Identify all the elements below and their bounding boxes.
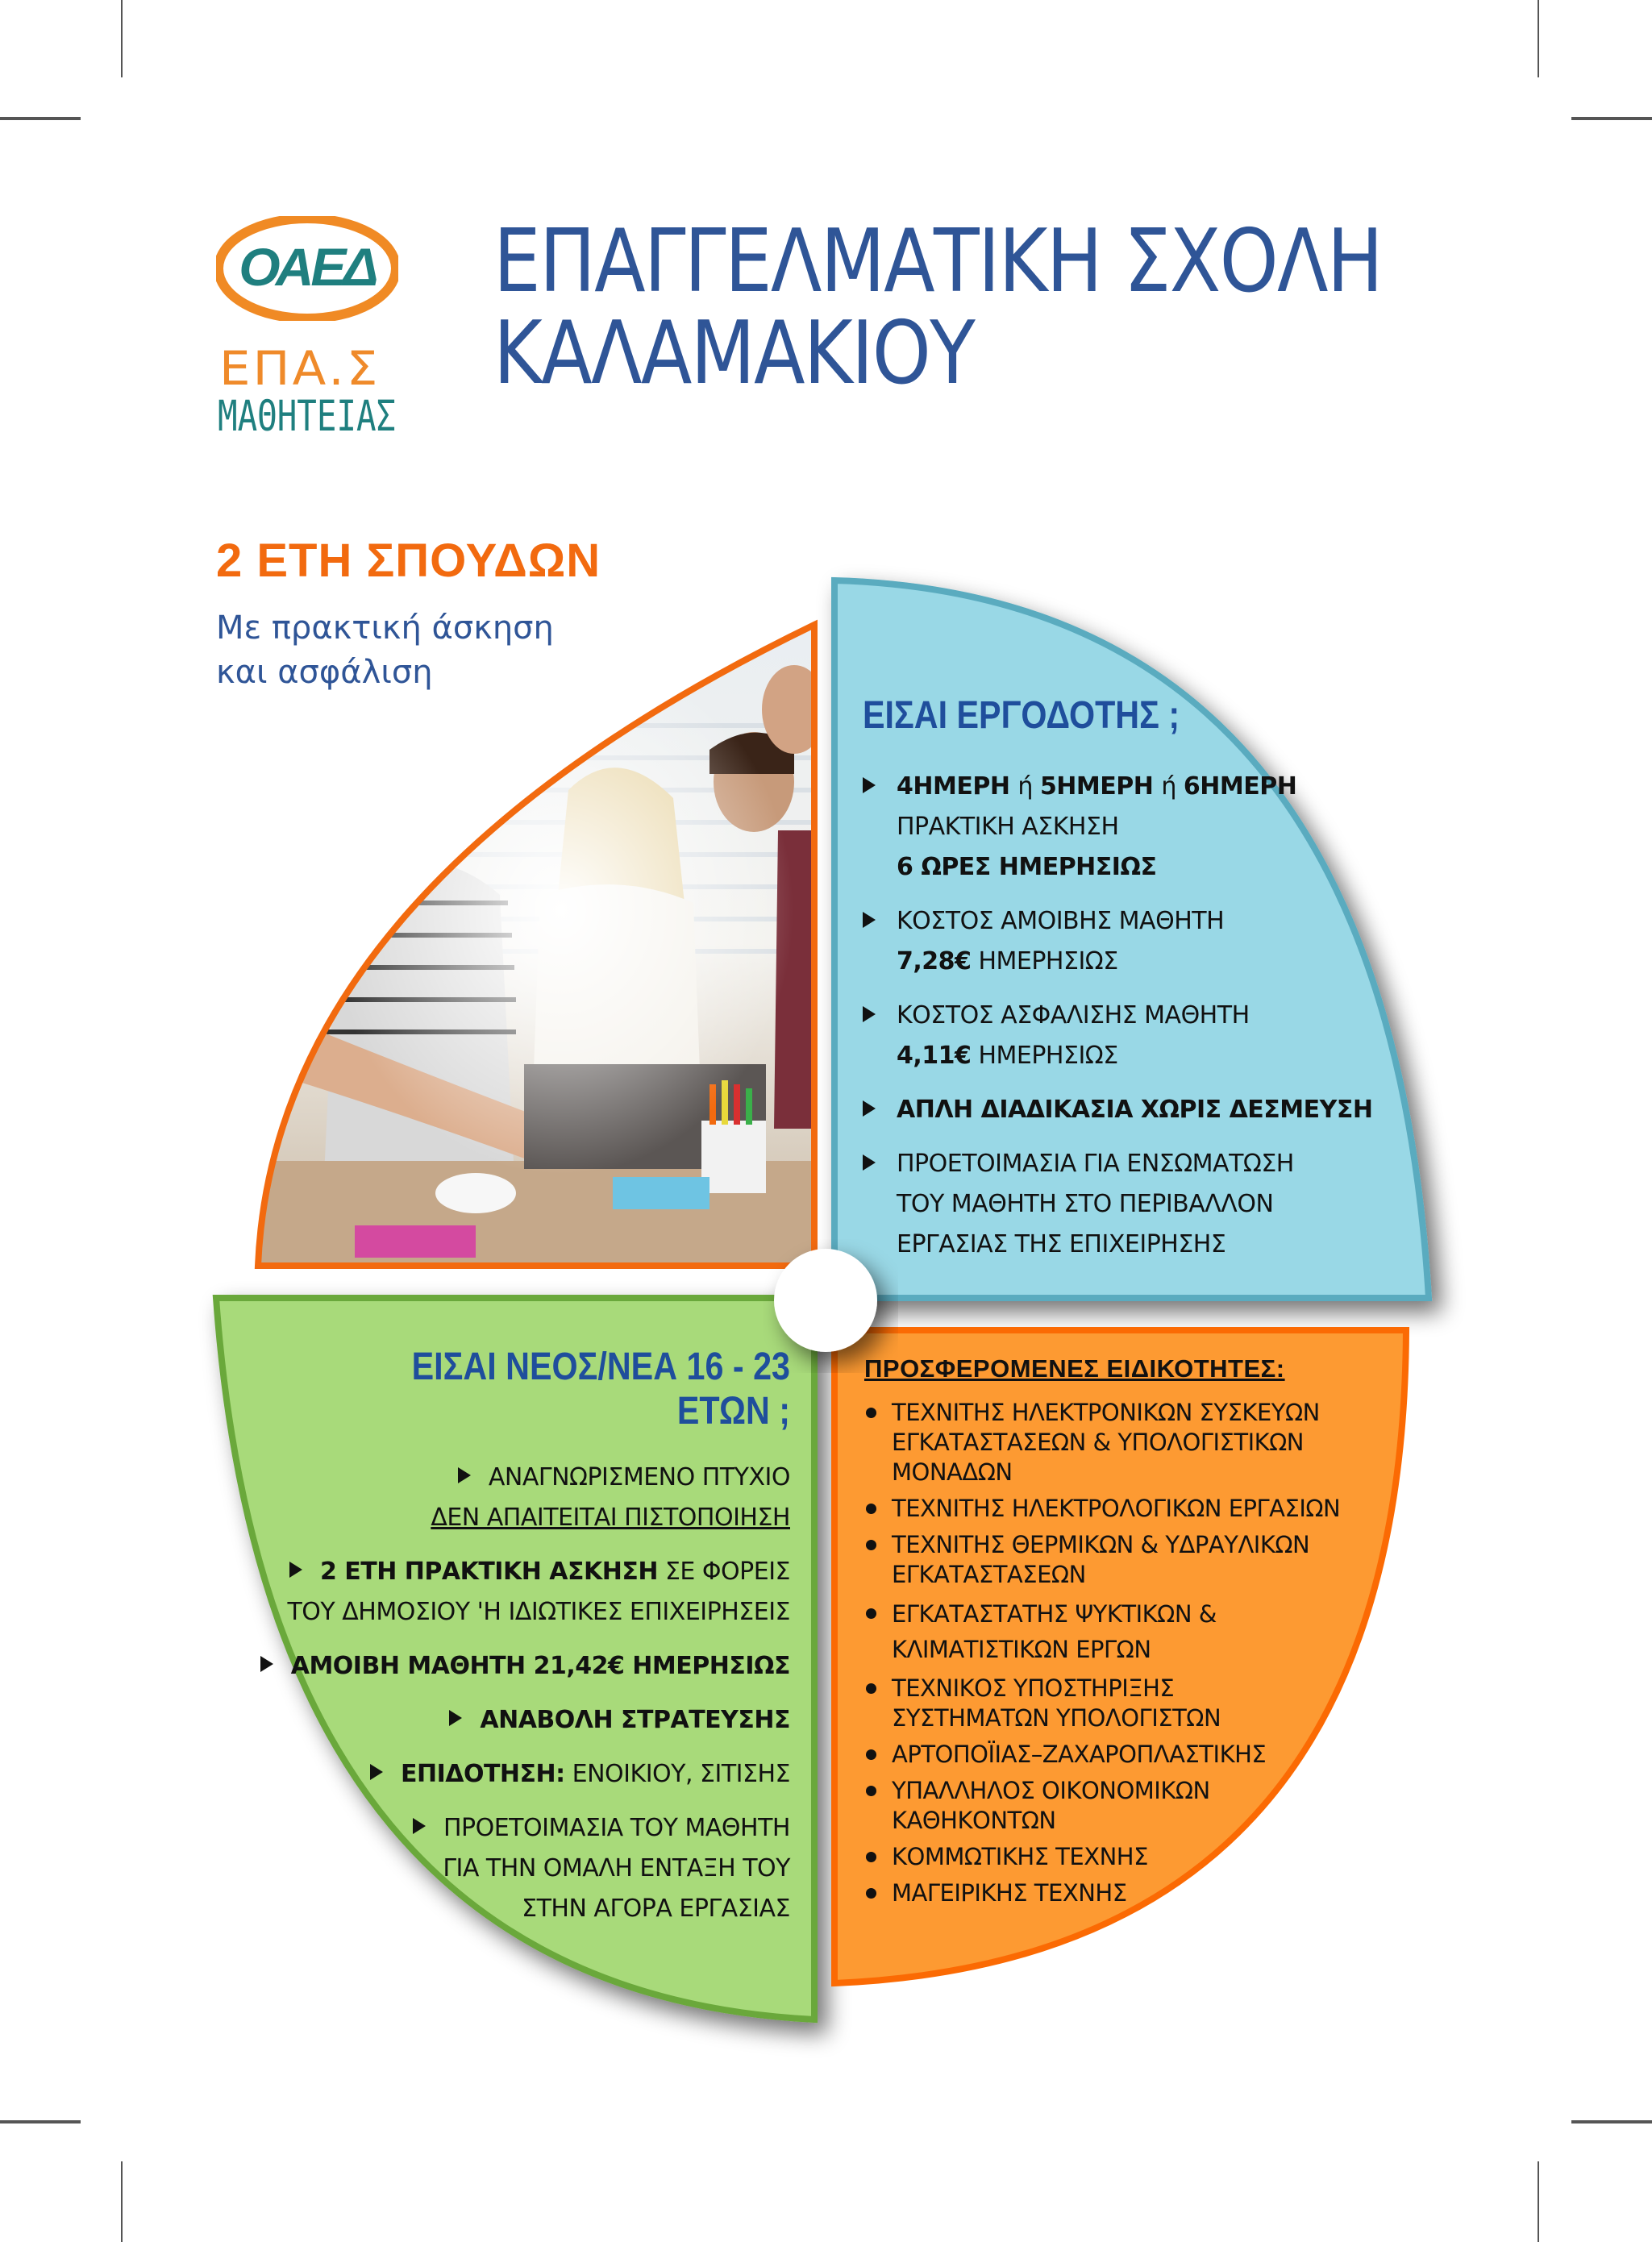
specialty-line: ΤΕΧΝΙΤΗΣ ΘΕΡΜΙΚΩΝ & ΥΔΡΑΥΛΙΚΩΝ <box>892 1531 1310 1558</box>
tagline-line-2: και ασφάλιση <box>216 654 433 691</box>
text-bold: 6ΗΜΕΡΗ <box>1183 772 1297 801</box>
text-bold: 2 ΕΤΗ ΠΡΑΚΤΙΚΗ ΑΣΚΗΣΗ <box>319 1558 658 1586</box>
bullet-dot-icon <box>866 1852 876 1862</box>
specialty-item <box>864 1530 1380 1590</box>
employer-item-line: ΚΟΣΤΟΣ ΑΣΦΑΛΙΣΗΣ ΜΑΘΗΤΗ <box>897 1001 1250 1029</box>
bullet-dot-icon <box>866 1786 876 1796</box>
employer-item <box>863 996 1427 1076</box>
text-bold: ΑΝΑΒΟΛΗ ΣΤΡΑΤΕΥΣΗΣ <box>480 1706 790 1734</box>
employer-item <box>863 1144 1427 1265</box>
employer-item-line: ΠΡΟΕΤΟΙΜΑΣΙΑ ΓΙΑ ΕΝΣΩΜΑΤΩΣΗ <box>897 1150 1294 1178</box>
title-line-2: ΚΑΛΑΜΑΚΙΟΥ <box>493 303 975 404</box>
specialty-line: ΕΓΚΑΤΑΣΤΑΤΗΣ ΨΥΚΤΙΚΩΝ & <box>892 1600 1217 1628</box>
specialty-item <box>864 1494 1380 1524</box>
youth-section <box>242 1345 790 1943</box>
specialty-item <box>864 1842 1380 1872</box>
bullet-dot-icon <box>866 1749 876 1760</box>
bullet-dot-icon <box>866 1540 876 1550</box>
youth-item-line: ΤΟΥ ΔΗΜΟΣΙΟΥ 'Η ΙΔΙΩΤΙΚΕΣ ΕΠΙΧΕΙΡΗΣΕΙΣ <box>287 1598 790 1626</box>
bullet-dot-icon <box>866 1504 876 1514</box>
youth-item <box>242 1808 790 1929</box>
logo-mathiteias-text: ΜΑΘΗΤΕΙΑΣ <box>218 391 397 442</box>
youth-item <box>242 1754 790 1795</box>
youth-item-line <box>242 1458 790 1498</box>
text-normal: ΣΕ ΦΟΡΕΙΣ <box>657 1558 790 1586</box>
text-normal: ΗΜΕΡΗΣΙΩΣ <box>971 947 1118 975</box>
specialty-line: ΑΡΤΟΠΟΪΙΑΣ–ΖΑΧΑΡΟΠΛΑΣΤΙΚΗΣ <box>892 1741 1267 1768</box>
specialty-line: ΚΟΜΜΩΤΙΚΗΣ ΤΕΧΝΗΣ <box>892 1843 1148 1870</box>
bullet-triangle-icon <box>289 1562 302 1578</box>
employer-item <box>863 767 1427 888</box>
text-normal: ή <box>1161 772 1184 801</box>
employer-item-line <box>897 1036 1427 1076</box>
bullet-dot-icon <box>866 1408 876 1418</box>
specialty-line: ΤΕΧΝΙΤΗΣ ΗΛΕΚΤΡΟΛΟΓΙΚΩΝ ΕΡΓΑΣΙΩΝ <box>892 1495 1341 1522</box>
youth-item <box>242 1458 790 1538</box>
specialty-line: ΕΓΚΑΤΑΣΤΑΣΕΩΝ & ΥΠΟΛΟΓΙΣΤΙΚΩΝ <box>892 1429 1304 1456</box>
amount: 7,28€ <box>897 947 972 975</box>
employer-item-line: ΠΡΑΚΤΙΚΗ ΑΣΚΗΣΗ <box>897 813 1119 841</box>
specialty-line: ΚΑΘΗΚΟΝΤΩΝ <box>892 1807 1056 1834</box>
specialty-item <box>864 1878 1380 1908</box>
specialty-line: ΤΕΧΝΙΤΗΣ ΗΛΕΚΤΡΟΝΙΚΩΝ ΣΥΣΚΕΥΩΝ <box>892 1399 1320 1426</box>
specialty-line: ΕΓΚΑΤΑΣΤΑΣΕΩΝ <box>892 1561 1086 1588</box>
employer-item-line: ΚΟΣΤΟΣ ΑΜΟΙΒΗΣ ΜΑΘΗΤΗ <box>897 907 1225 935</box>
text-normal: ΕΝΟΙΚΙΟΥ, ΣΙΤΙΣΗΣ <box>564 1760 790 1788</box>
youth-item-line: ΔΕΝ ΑΠΑΙΤΕΙΤΑΙ ΠΙΣΤΟΠΟΙΗΣΗ <box>431 1504 790 1532</box>
bullet-triangle-icon <box>458 1467 471 1483</box>
photo-quadrant <box>242 613 826 1274</box>
specialties-title: ΠΡΟΣΦΕΡΟΜΕΝΕΣ ΕΙΔΙΚΟΤΗΤΕΣ: <box>864 1354 1285 1383</box>
years-heading: 2 ΕΤΗ ΣΠΟΥΔΩΝ <box>216 535 601 587</box>
bullet-triangle-icon <box>863 1006 876 1022</box>
tagline-line-1: Με πρακτική άσκηση <box>216 609 554 647</box>
specialty-item <box>864 1776 1380 1836</box>
bullet-triangle-icon <box>370 1764 383 1780</box>
youth-item <box>242 1646 790 1687</box>
specialty-line: ΤΕΧΝΙΚΟΣ ΥΠΟΣΤΗΡΙΞΗΣ <box>892 1674 1175 1702</box>
specialty-line: ΣΥΣΤΗΜΑΤΩΝ ΥΠΟΛΟΓΙΣΤΩΝ <box>892 1704 1221 1732</box>
text-bold: ΑΜΟΙΒΗ ΜΑΘΗΤΗ 21,42€ ΗΜΕΡΗΣΙΩΣ <box>290 1652 790 1680</box>
employer-item-line: ΤΟΥ ΜΑΘΗΤΗ ΣΤΟ ΠΕΡΙΒΑΛΛΟΝ <box>897 1190 1274 1218</box>
employer-item-line: ΕΡΓΑΣΙΑΣ ΤΗΣ ΕΠΙΧΕΙΡΗΣΗΣ <box>897 1230 1226 1258</box>
youth-title: ΕΙΣΑΙ ΝΕΟΣ/ΝΕΑ 16 - 23 ΕΤΩΝ ; <box>411 1346 790 1433</box>
employer-item-line <box>897 767 1427 807</box>
specialty-line: ΜΟΝΑΔΩΝ <box>892 1458 1013 1486</box>
text-bold: 5ΗΜΕΡΗ <box>1039 772 1162 801</box>
specialty-item <box>864 1596 1380 1667</box>
specialty-item <box>864 1674 1380 1733</box>
youth-item-line <box>242 1808 790 1849</box>
specialty-line: ΥΠΑΛΛΗΛΟΣ ΟΙΚΟΝΟΜΙΚΩΝ <box>892 1777 1210 1804</box>
bullet-dot-icon <box>866 1608 876 1619</box>
bullet-dot-icon <box>866 1683 876 1694</box>
title-line-1: ΕΠΑΓΓΕΛΜΑΤΙΚΗ ΣΧΟΛΗ <box>493 211 1382 312</box>
specialty-item <box>864 1398 1380 1487</box>
text-normal: ΑΝΑΓΝΩΡΙΣΜΕΝΟ ΠΤΥΧΙΟ <box>488 1463 790 1491</box>
bullet-triangle-icon <box>863 912 876 928</box>
bullet-triangle-icon <box>449 1710 462 1726</box>
text-normal: ΠΡΟΕΤΟΙΜΑΣΙΑ ΤΟΥ ΜΑΘΗΤΗ <box>443 1814 790 1842</box>
youth-item-line <box>242 1700 790 1741</box>
bullet-triangle-icon <box>260 1656 273 1672</box>
bullet-dot-icon <box>866 1888 876 1899</box>
employer-item <box>863 1090 1427 1130</box>
bullet-triangle-icon <box>863 1154 876 1171</box>
youth-item-line: ΓΙΑ ΤΗΝ ΟΜΑΛΗ ΕΝΤΑΞΗ ΤΟΥ <box>443 1854 790 1882</box>
text-bold: ΕΠΙΔΟΤΗΣΗ: <box>400 1760 565 1788</box>
text-bold: 4ΗΜΕΡΗ <box>897 772 1018 801</box>
text-normal: ΗΜΕΡΗΣΙΩΣ <box>971 1042 1118 1070</box>
employer-item-line: ΑΠΛΗ ΔΙΑΔΙΚΑΣΙΑ ΧΩΡΙΣ ΔΕΣΜΕΥΣΗ <box>897 1096 1373 1124</box>
employer-item-line <box>897 942 1427 982</box>
text-normal: ή <box>1017 772 1040 801</box>
youth-item <box>242 1552 790 1633</box>
specialty-line: ΜΑΓΕΙΡΙΚΗΣ ΤΕΧΝΗΣ <box>892 1879 1127 1907</box>
specialties-section <box>864 1354 1380 1915</box>
youth-item-line <box>242 1552 790 1592</box>
logo-epas-text: ΕΠΑ.Σ <box>219 341 381 396</box>
specialty-line: ΚΛΙΜΑΤΙΣΤΙΚΩΝ ΕΡΓΩΝ <box>892 1636 1151 1663</box>
specialty-item <box>864 1740 1380 1770</box>
bullet-triangle-icon <box>413 1818 426 1834</box>
youth-item-line <box>242 1646 790 1687</box>
center-circle <box>774 1249 877 1352</box>
svg-text:ΟΑΕΔ: ΟΑΕΔ <box>239 237 376 297</box>
youth-item <box>242 1700 790 1741</box>
bullet-triangle-icon <box>863 1100 876 1117</box>
employer-title: ΕΙΣΑΙ ΕΡΓΟΔΟΤΗΣ ; <box>863 694 1180 737</box>
employer-section <box>863 693 1427 1279</box>
amount: 4,11€ <box>897 1042 972 1070</box>
bullet-triangle-icon <box>863 777 876 793</box>
youth-item-line: ΣΤΗΝ ΑΓΟΡΑ ΕΡΓΑΣΙΑΣ <box>522 1895 790 1923</box>
employer-item <box>863 901 1427 982</box>
youth-item-line <box>242 1754 790 1795</box>
employer-item-line: 6 ΩΡΕΣ ΗΜΕΡΗΣΙΩΣ <box>897 853 1157 881</box>
